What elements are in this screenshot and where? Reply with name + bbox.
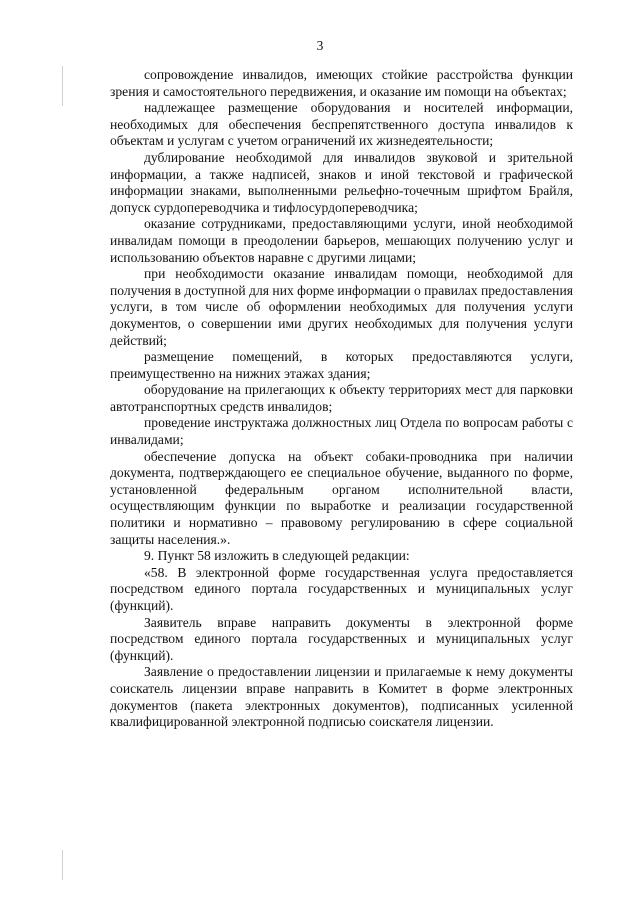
scan-artifact: [62, 66, 63, 106]
paragraph: дублирование необходимой для инвалидов звуковой и зрительной информации, а также надписей, знаков и иной текстовой и графической информации знаками, выполненными рельефно-точечным шрифтом Брайля, допуск сурдопереводчика и тифлосурдопереводчика;: [110, 149, 573, 215]
paragraph: обеспечение допуска на объект собаки-проводника при наличии документа, подтверждающего ее специальное обучение, выданного по форме, установленной федеральным органом исполнительной власти, осуществляющим функции по выработке и реализации государственной политики и нормативно – правовому регулированию в сфере социальной защиты населения.».: [110, 448, 573, 547]
paragraph: «58. В электронной форме государственная услуга предоставляется посредством единого портала государственных и муниципальных услуг (функций).: [110, 564, 573, 613]
paragraph: проведение инструктажа должностных лиц Отдела по вопросам работы с инвалидами;: [110, 415, 573, 448]
paragraph: размещение помещений, в которых предоставляются услуги, преимущественно на нижних этажах здания;: [110, 349, 573, 381]
page-number: 3: [316, 38, 324, 53]
paragraph: сопровождение инвалидов, имеющих стойкие расстройства функции зрения и самостоятельного передвижения, и оказание им помощи на объектах;: [110, 67, 573, 99]
paragraph: при необходимости оказание инвалидам помощи, необходимой для получения в доступной для них форме информации о правилах предоставления услуги, в том числе об оформлении необходимых для получения услуги документов, о совершении ими других необходимых для получения услуги действий;: [110, 266, 573, 348]
paragraph: Заявление о предоставлении лицензии и прилагаемые к нему документы соискатель лицензии вправе направить в Комитет в форме электронных документов (пакета электронных документов), подписанных усиленной квалифицированной электронной подписью соискателя лицензии.: [110, 664, 573, 730]
paragraph: 9. Пункт 58 изложить в следующей редакции:: [144, 548, 410, 564]
paragraph: оказание сотрудниками, предоставляющими услуги, иной необходимой инвалидам помощи в преодолении барьеров, мешающих получению услуг и использованию объектов наравне с другими лицами;: [110, 216, 573, 265]
paragraph: Заявитель вправе направить документы в электронной форме посредством единого портала государственных и муниципальных услуг (функций).: [110, 614, 573, 663]
scan-artifact: [62, 850, 63, 880]
document-body: [110, 67, 573, 731]
paragraph: оборудование на прилегающих к объекту территориях мест для парковки автотранспортных средств инвалидов;: [110, 382, 573, 414]
paragraph: надлежащее размещение оборудования и носителей информации, необходимых для обеспечения беспрепятственного доступа инвалидов к объектам и услугам с учетом ограничений их жизнедеятельности;: [110, 100, 573, 149]
